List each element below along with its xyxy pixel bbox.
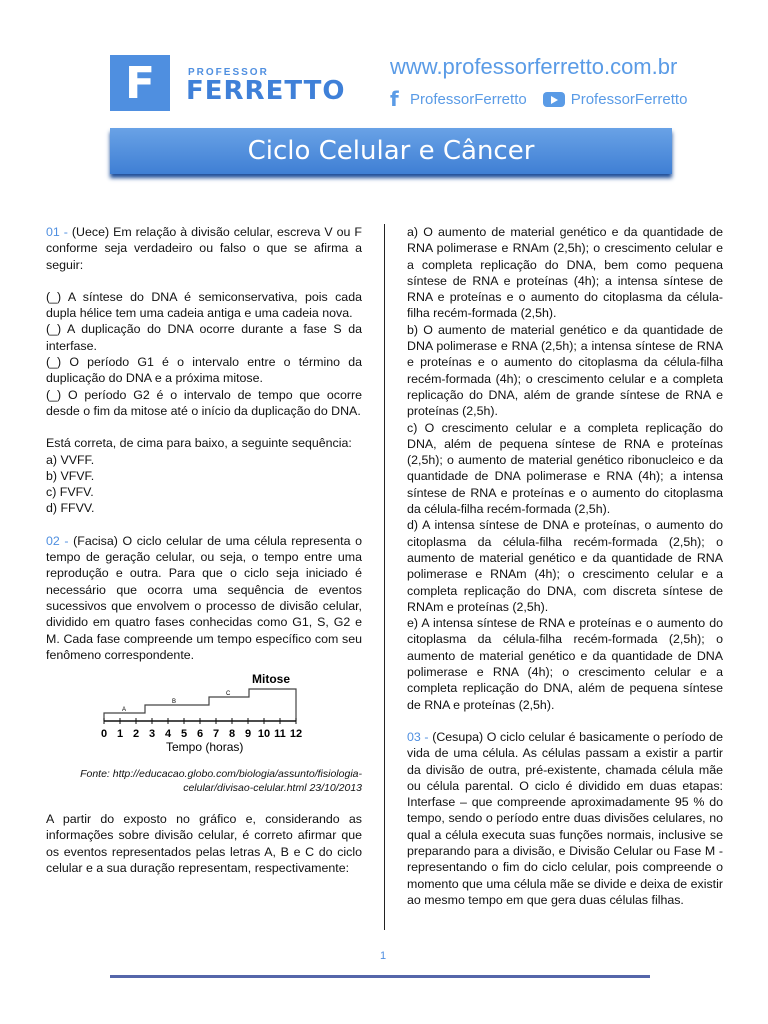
right-column xyxy=(407,224,723,908)
tick-label: 9 xyxy=(244,728,252,741)
tick-label: 7 xyxy=(212,728,220,741)
logo-icon: F xyxy=(110,55,170,111)
statement: (_) O período G2 é o intervalo de tempo que ocorre desde o fim da mitose até o início da duplicação do DNA. xyxy=(46,387,362,418)
option: d) FFVV. xyxy=(46,501,95,516)
question-1 xyxy=(46,224,362,273)
option: a) VVFF. xyxy=(46,452,95,467)
page-number: 1 xyxy=(380,950,387,962)
question-3 xyxy=(407,729,723,908)
phase-steps xyxy=(104,689,296,721)
figure-caption: Fonte: http://educacao.globo.com/biologia/assunto/fisiologia-celular/divisao-celular.html 23/10/2013 xyxy=(80,768,362,795)
phase-b-label: B xyxy=(172,699,177,706)
youtube-icon xyxy=(543,92,565,107)
option: c) O crescimento celular e a completa replicação do DNA, além de pequena síntese de RNA e proteínas (2,5h); o aumento de material genético ribonucleico e da quantidade de DNA polimerase e RNA (4h); a intensa síntese de RNA e proteínas e o aumento do citoplasma da célula-filha recém-formada (2,5h). xyxy=(407,420,723,517)
tick-label: 5 xyxy=(180,728,188,741)
brand-small: PROFESSOR xyxy=(188,67,269,78)
brand-name: FERRETTO xyxy=(186,76,346,106)
statement: (_) O período G1 é o intervalo entre o término da duplicação do DNA e a próxima mitose. xyxy=(46,355,362,386)
tick-label: 4 xyxy=(164,728,172,741)
option: e) A intensa síntese de RNA e proteínas e o aumento do citoplasma da célula-filha recém-formada (2,5h); o aumento de material genético e da quantidade de DNA polimerase e RNA (4h); o crescimento celular e a completa replicação do DNA, além de pequena síntese de RNA e proteínas (2,5h). xyxy=(407,616,723,712)
facebook-icon: f xyxy=(390,87,399,111)
social-links xyxy=(390,89,687,109)
option: d) A intensa síntese de DNA e proteínas, o aumento do citoplasma da célula-filha recém-formada (2,5h); o aumento de material genético e da quantidade de RNA polimerase e RNAm (4h); o crescimento celular e a completa replicação do DNA, com discreta síntese de RNAm e proteínas (2,5h). xyxy=(407,518,723,614)
statement: (_) A síntese do DNA é semiconservativa, pois cada dupla hélice tem uma cadeia antiga e uma cadeia nova. xyxy=(46,289,362,321)
tick-label: 2 xyxy=(132,728,140,741)
option: c) FVFV. xyxy=(46,485,94,500)
tick-label: 10 xyxy=(257,728,271,741)
website-link[interactable]: www.professorferretto.com.br xyxy=(390,54,678,79)
youtube-link[interactable]: ProfessorFerretto xyxy=(570,90,688,108)
tick-label: 11 xyxy=(274,728,286,741)
option: b) O aumento de material genético e da quantidade de DNA polimerase e RNA (2,5h); a intensa síntese de RNA e proteínas e o aumento do citoplasma da célula-filha recém-formada (4h); o crescimento celular e a completa replicação do DNA, além de grande síntese de RNA e proteínas (2,5h). xyxy=(407,322,723,419)
option: b) VFVF. xyxy=(46,468,95,483)
axis-label: Tempo (horas) xyxy=(166,740,244,755)
tick-label: 6 xyxy=(196,728,204,741)
tick-label: 8 xyxy=(228,728,236,741)
question-prompt: A partir do exposto no gráfico e, considerando as informações sobre divisão celular, é correto afirmar que os eventos representados pelas letras A, B e C do ciclo celular e a sua duração representam, respectivamente: xyxy=(46,812,362,876)
cell-cycle-figure xyxy=(46,671,362,767)
question-prompt: Está correta, de cima para baixo, a seguinte sequência: xyxy=(46,436,352,451)
mitose-label: Mitose xyxy=(252,672,291,687)
question-number: 02 - xyxy=(46,533,69,548)
question-text: (Uece) Em relação à divisão celular, escreva V ou F conforme seja verdadeiro ou falso o que se afirma a seguir: xyxy=(46,225,362,272)
tick-label: 3 xyxy=(148,728,156,741)
left-column xyxy=(46,224,362,876)
question-text: (Cesupa) O ciclo celular é basicamente o período de vida de uma célula. As células passam a existir a partir da divisão de outra, pré-existente, chamada célula mãe ou célula parental. O ciclo é dividido em duas etapas: Interfase – que compreende aproximadamente 95 % do tempo, sendo o período entre duas divisões celulares, no qual a célula executa suas funções normais, inclusive se preparando para a divisão, e Divisão Celular ou Fase M - representando o fim do ciclo celular, pois compreende o momento que uma célula mãe se divide e deixa de existir ao mesmo tempo em que gera duas células filhas. xyxy=(407,729,723,907)
page-title: Ciclo Celular e Câncer xyxy=(110,128,672,174)
question-text: (Facisa) O ciclo celular de uma célula representa o tempo de geração celular, ou seja, o tempo entre uma reprodução e outra. Para que o ciclo seja iniciado é necessário que ocorra uma sequência de eventos sucessivos que envolvem o processo de divisão celular, dividido em quatro fases conhecidas como G1, S, G2 e M. Cada fase compreende um tempo específico com seu fenômeno correspondente. xyxy=(46,533,362,662)
tick-label: 12 xyxy=(289,728,303,741)
question-number: 03 - xyxy=(407,729,429,744)
phase-a-label: A xyxy=(122,707,127,714)
column-divider xyxy=(384,224,385,930)
facebook-link[interactable]: ProfessorFerretto xyxy=(410,90,527,108)
tick-label: 0 xyxy=(100,728,108,741)
phase-c-label: C xyxy=(226,691,231,698)
tick-label: 1 xyxy=(116,728,124,741)
footer-line xyxy=(110,975,650,978)
option: a) O aumento de material genético e da quantidade de RNA polimerase e RNAm (2,5h); o crescimento celular e a completa replicação do DNA, bem como pequena síntese de RNA e proteínas (4h); a intensa síntese de RNA e proteínas e o aumento do citoplasma da célula-filha recém-formada (2,5h). xyxy=(407,225,723,321)
question-number: 01 - xyxy=(46,225,68,239)
question-2 xyxy=(46,533,362,663)
statement: (_) A duplicação do DNA ocorre durante a fase S da interfase. xyxy=(46,322,362,353)
